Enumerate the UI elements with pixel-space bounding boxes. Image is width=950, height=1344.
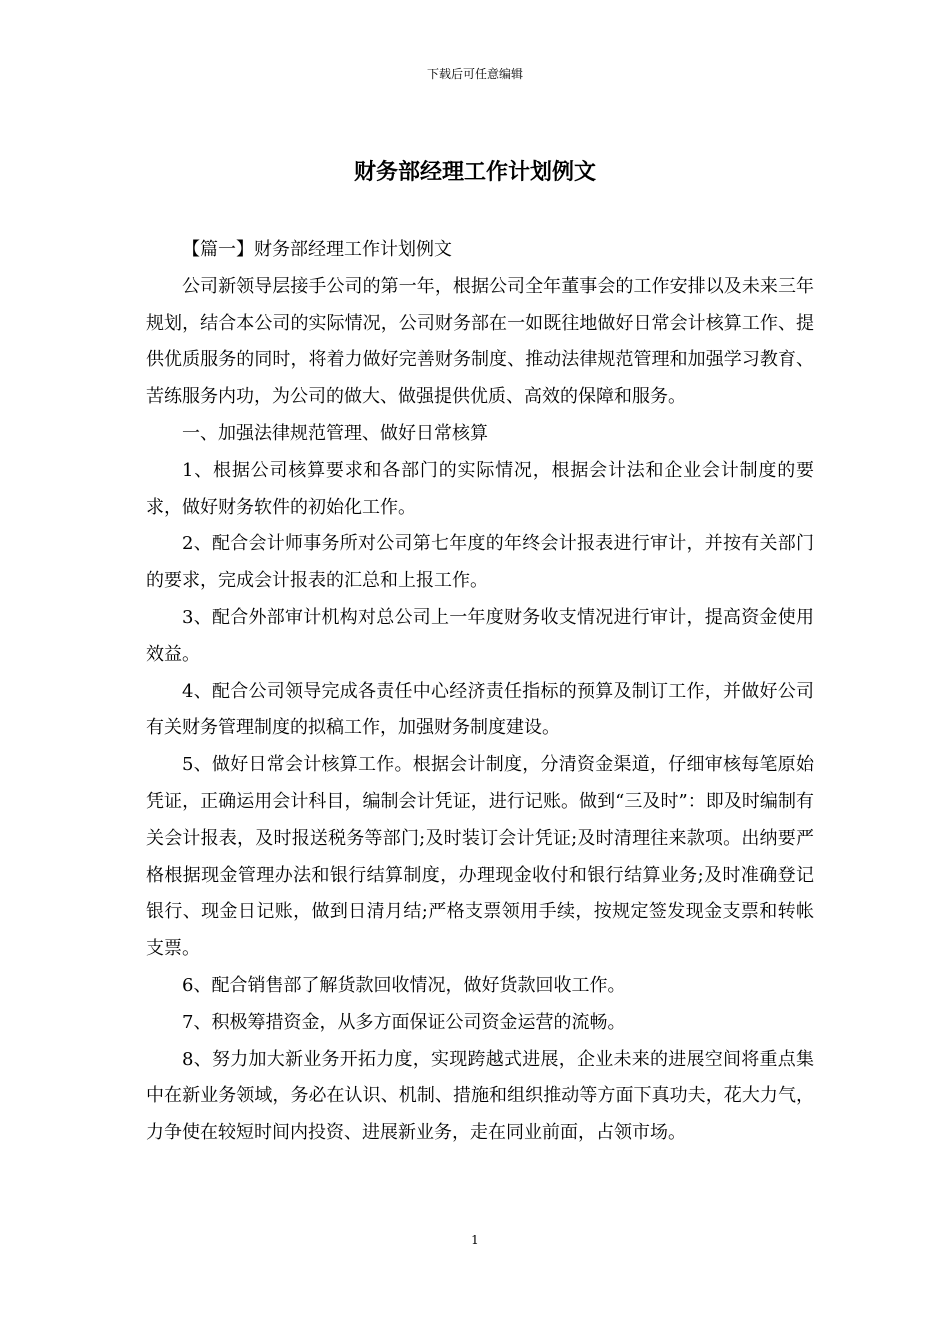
list-item: 8、努力加大新业务开拓力度，实现跨越式进展，企业未来的进展空间将重点集中在新业务领域，务必在认识、机制、措施和组织推动等方面下真功夫，花大力气，力争使在较短时间内投资、进展新业务，走在同业前面，占领市场。 <box>146 1048 814 1144</box>
list-item: 3、配合外部审计机构对总公司上一年度财务收支情况进行审计，提高资金使用效益。 <box>146 606 814 665</box>
header-note: 下载后可任意编辑 <box>426 67 523 81</box>
body-paragraph: 公司新领导层接手公司的第一年，根据公司全年董事会的工作安排以及未来三年规划，结合本公司的实际情况，公司财务部在一如既往地做好日常会计核算工作、提供优质服务的同时，将着力做好完善财务制度、推动法律规范管理和加强学习教育、苦练服务内功，为公司的做大、做强提供优质、高效的保障和服务。 <box>146 275 814 408</box>
section-heading: 【篇一】财务部经理工作计划例文 <box>182 239 452 260</box>
subsection-heading: 一、加强法律规范管理、做好日常核算 <box>182 422 488 444</box>
list-item: 4、配合公司领导完成各责任中心经济责任指标的预算及制订工作，并做好公司有关财务管理制度的拟稿工作，加强财务制度建设。 <box>146 680 814 739</box>
list-item: 1、根据公司核算要求和各部门的实际情况，根据会计法和企业会计制度的要求，做好财务软件的初始化工作。 <box>146 459 814 518</box>
document-title: 财务部经理工作计划例文 <box>353 159 596 185</box>
page-number: 1 <box>471 1233 479 1247</box>
list-item: 5、做好日常会计核算工作。根据会计制度，分清资金渠道，仔细审核每笔原始凭证，正确运用会计科目，编制会计凭证，进行记账。做到“三及时”：即及时编制有关会计报表，及时报送税务等部门;及时装订会计凭证;及时清理往来款项。出纳要严格根据现金管理办法和银行结算制度，办理现金收付和银行结算业务;及时准确登记银行、现金日记账，做到日清月结;严格支票领用手续，按规定签发现金支票和转帐支票。 <box>146 754 814 960</box>
document-body <box>146 232 814 1152</box>
list-item: 7、积极筹措资金，从多方面保证公司资金运营的流畅。 <box>182 1011 626 1033</box>
list-item: 6、配合销售部了解货款回收情况，做好货款回收工作。 <box>182 974 626 996</box>
list-item: 2、配合会计师事务所对公司第七年度的年终会计报表进行审计，并按有关部门的要求，完成会计报表的汇总和上报工作。 <box>146 533 814 592</box>
